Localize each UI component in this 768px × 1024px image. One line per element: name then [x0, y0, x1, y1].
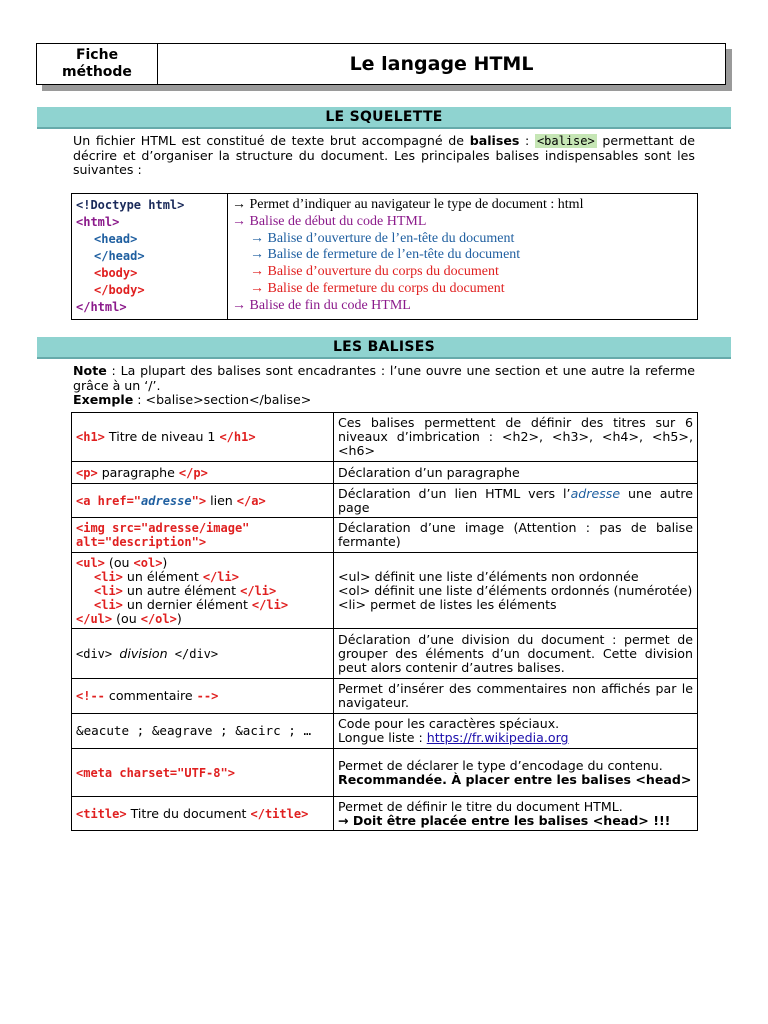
fiche-line-2: méthode [62, 64, 132, 80]
table-row [72, 553, 698, 629]
code-body-open: <body> [94, 266, 138, 280]
row-comment-desc: Permet d’insérer des commentaires non affichés par le navigateur. [334, 679, 698, 714]
table-row [72, 629, 698, 679]
desc-head-close: → Balise de fermeture de l’en-tête du document [250, 247, 521, 263]
note-label: Note [73, 363, 107, 378]
list-desc-1: <ul> définit une liste d’éléments non ordonnée [338, 568, 639, 584]
entities-desc-1: Code pour les caractères spéciaux. [338, 716, 560, 731]
div-italic: division [119, 645, 168, 661]
txt-li-2: un autre élément [122, 582, 241, 598]
txt-title: Titre du document [126, 805, 251, 821]
kw-li-close-3: </li> [251, 597, 289, 612]
page-title: Le langage HTML [349, 53, 534, 75]
kw-title-close: </title> [250, 806, 309, 821]
div-close: </div> [167, 646, 219, 661]
list-line-5 [76, 612, 329, 626]
section-title-squelette: LE SQUELETTE [37, 107, 731, 129]
row-div-desc: Déclaration d’une division du document : permet de grouper des éléments d’un document. Cette division peut alors contenir d’autres balises. [334, 629, 698, 679]
intro-text-a: Un fichier HTML est constitué de texte brut accompagné de [73, 133, 470, 148]
row-p-desc: Déclaration d’un paragraphe [334, 462, 698, 484]
kw-a-open: <a href=" [76, 493, 142, 508]
balises-table [71, 412, 698, 831]
div-open: <div> [76, 646, 120, 661]
section-title-balises: LES BALISES [37, 337, 731, 359]
kw-a-adresse: adresse [141, 493, 192, 508]
intro-code: <balise> [536, 134, 595, 148]
table-row [72, 413, 698, 462]
kw-ul-open: <ul> [76, 555, 105, 570]
table-row [72, 714, 698, 749]
title-desc-1: Permet de définir le titre du document HTML. [338, 798, 623, 814]
list-line-1 [76, 556, 329, 570]
table-row [72, 749, 698, 797]
row-list-code [72, 553, 334, 629]
desc-html-close: → Balise de fin du code HTML [232, 297, 411, 313]
fiche-line-1: Fiche [75, 47, 119, 63]
a-desc-italic: adresse [570, 485, 621, 501]
code-body-close: </body> [94, 283, 145, 297]
a-desc-b: une autre page [338, 485, 693, 515]
list-line-4 [76, 598, 329, 612]
meta-desc-2: Recommandée. À placer entre les balises <head> [338, 771, 692, 787]
row-title-code [72, 797, 334, 831]
row-a-desc [334, 484, 698, 518]
kw-li-open-1: <li> [94, 569, 123, 584]
kw-h1-open: <h1> [76, 430, 105, 444]
row-img-desc: Déclaration d’une image (Attention : pas de balise fermante) [334, 518, 698, 553]
desc-body-open: → Balise d’ouverture du corps du document [250, 264, 499, 280]
skeleton-desc-cell [228, 194, 698, 320]
table-row [72, 484, 698, 518]
example-text: : <balise>section</balise> [133, 392, 312, 407]
desc-head-open: → Balise d’ouverture de l’en-tête du document [250, 230, 515, 246]
kw-comment-open: <!-- [76, 689, 105, 703]
list-line-2 [76, 570, 329, 584]
kw-ol-open: <ol> [133, 555, 163, 570]
txt-li-1: un élément [122, 568, 203, 584]
code-head-close: </head> [94, 249, 145, 263]
kw-title-open: <title> [76, 806, 127, 821]
kw-li-close-1: </li> [202, 569, 239, 584]
txt-ou-2: (ou [112, 610, 141, 626]
row-meta-code [72, 749, 334, 797]
row-entities-code: &eacute ; &eagrave ; &acirc ; … [72, 714, 334, 749]
example-line [73, 393, 695, 408]
list-line-3 [76, 584, 329, 598]
row-comment-code [72, 679, 334, 714]
list-desc-2: <ol> définit une liste d’éléments ordonnés (numérotée) [338, 582, 693, 598]
row-h1-code [72, 413, 334, 462]
desc-html-open: → Balise de début du code HTML [232, 213, 427, 229]
row-p-code [72, 462, 334, 484]
txt-paren-2: ) [176, 610, 182, 626]
list-desc-3: <li> permet de listes les éléments [338, 596, 557, 612]
txt-lien: lien [206, 492, 237, 508]
example-label: Exemple [73, 392, 134, 407]
title-desc-2: → Doit être placée entre les balises <head> !!! [338, 812, 671, 828]
txt-paren-1: ) [162, 554, 168, 570]
header-box [36, 43, 726, 85]
kw-h1-close: </h1> [219, 430, 256, 444]
wikipedia-link[interactable]: https://fr.wikipedia.org [426, 730, 569, 745]
skeleton-table [71, 193, 698, 320]
row-meta-desc [334, 749, 698, 797]
kw-a-close: </a> [236, 493, 266, 508]
intro-bold: balises [469, 133, 520, 148]
entities-desc-2 [338, 731, 693, 745]
code-head-open: <head> [94, 232, 138, 246]
row-div-code [72, 629, 334, 679]
kw-ol-close: </ol> [140, 611, 177, 626]
txt-p: paragraphe [97, 464, 179, 480]
code-html-close: </html> [76, 300, 127, 314]
txt-li-3: un dernier élément [122, 596, 252, 612]
skeleton-code-cell [72, 194, 228, 320]
kw-p-close: </p> [178, 465, 208, 480]
kw-li-open-2: <li> [94, 583, 123, 598]
desc-doctype: → Permet d’indiquer au navigateur le type de document : html [232, 197, 584, 212]
kw-meta: <meta charset="UTF-8"> [76, 765, 235, 780]
kw-li-close-2: </li> [240, 583, 277, 598]
txt-comment: commentaire [104, 688, 197, 703]
note-text: : La plupart des balises sont encadrantes : l’une ouvre une section et une autre la referme grâce à un ‘/’. [73, 363, 695, 393]
txt-ou-1: (ou [104, 554, 134, 570]
table-row [72, 797, 698, 831]
row-entities-desc [334, 714, 698, 749]
table-row [72, 462, 698, 484]
table-row [72, 679, 698, 714]
meta-desc-1: Permet de déclarer le type d’encodage du contenu. [338, 757, 663, 773]
kw-comment-close: --> [196, 689, 219, 703]
table-row [72, 518, 698, 553]
entities-desc-2a: Longue liste : [338, 730, 427, 745]
row-h1-desc: Ces balises permettent de définir des titres sur 6 niveaux d’imbrication : <h2>, <h3>, <h4>, <h5>, <h6> [334, 413, 698, 462]
row-a-code [72, 484, 334, 518]
code-html-open: <html> [76, 215, 120, 229]
kw-li-open-3: <li> [94, 597, 123, 612]
intro-text-c: permettant de décrire et d’organiser la structure du document. Les principales balises indispensables sont les suivantes : [73, 133, 696, 177]
txt-h1: Titre de niveau 1 [104, 429, 220, 444]
code-doctype: <!Doctype html> [76, 198, 185, 212]
intro-paragraph [73, 134, 695, 178]
desc-body-close: → Balise de fermeture du corps du document [250, 280, 505, 296]
a-desc-a: Déclaration d’un lien HTML vers l’ [338, 485, 571, 501]
kw-ul-close: </ul> [76, 611, 113, 626]
kw-p-open: <p> [76, 465, 98, 480]
row-list-desc [334, 553, 698, 629]
kw-img: <img src="adresse/image" alt="description"> [76, 521, 250, 549]
intro-text-b: : [519, 133, 535, 148]
row-img-code [72, 518, 334, 553]
fiche-label [37, 44, 158, 84]
kw-a-end: "> [191, 493, 207, 508]
row-title-desc [334, 797, 698, 831]
note-paragraph [73, 364, 695, 393]
